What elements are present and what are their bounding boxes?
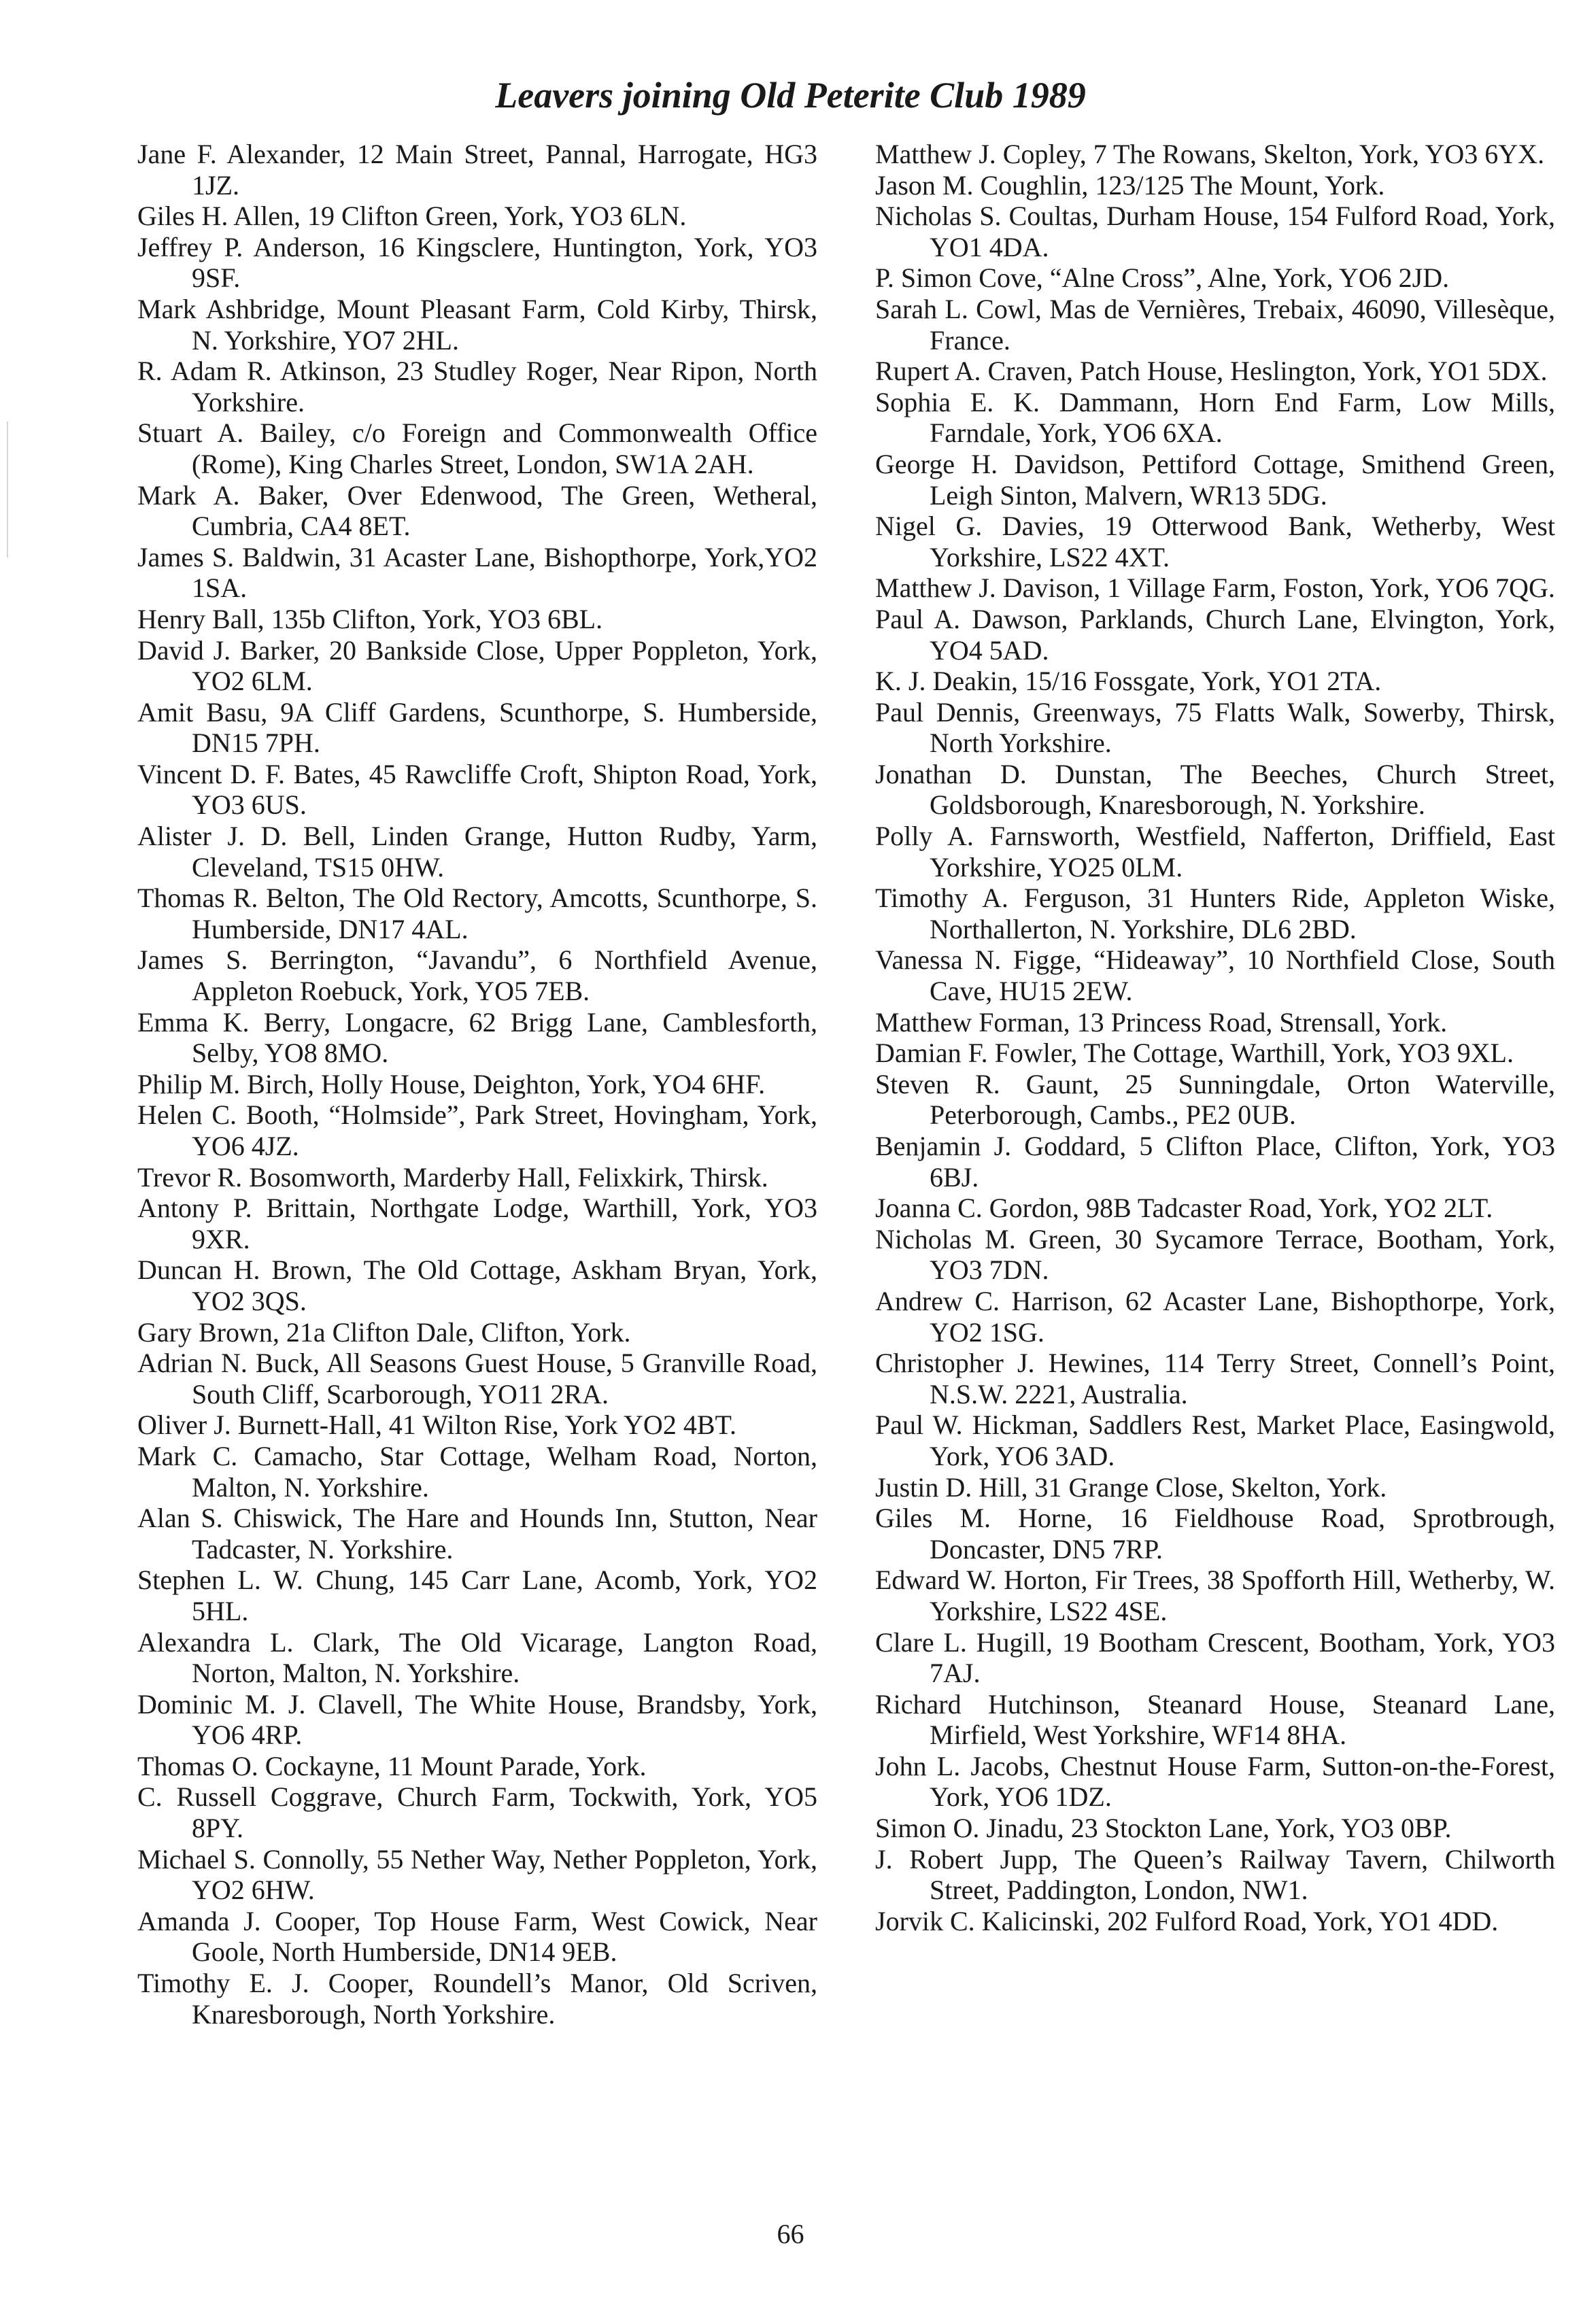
address-entry: Vincent D. F. Bates, 45 Rawcliffe Croft, Shipton Road, York, YO3 6US. [137,758,817,821]
address-entry: J. Robert Jupp, The Queen’s Railway Tavern, Chilworth Street, Paddington, London, NW1. [875,1843,1555,1906]
address-entry: Nigel G. Davies, 19 Otterwood Bank, Wetherby, West Yorkshire, LS22 4XT. [875,511,1555,573]
address-entry: Gary Brown, 21a Clifton Dale, Clifton, York. [137,1316,631,1348]
address-entry: Mark C. Camacho, Star Cottage, Welham Road, Norton, Malton, N. Yorkshire. [137,1440,817,1503]
address-entry: Clare L. Hugill, 19 Bootham Crescent, Bootham, York, YO3 7AJ. [875,1626,1555,1689]
right-column-list [875,139,1555,1936]
address-entry: Thomas R. Belton, The Old Rectory, Amcotts, Scunthorpe, S. Humberside, DN17 4AL. [137,883,817,944]
address-entry: Antony P. Brittain, Northgate Lodge, Warthill, York, YO3 9XR. [137,1193,817,1254]
address-entry: Paul A. Dawson, Parklands, Church Lane, Elvington, York, YO4 5AD. [875,603,1555,666]
address-entry: Stephen L. W. Chung, 145 Carr Lane, Acomb, York, YO2 5HL. [137,1565,817,1626]
address-entry: Matthew J. Davison, 1 Village Farm, Foston, York, YO6 7QG. [875,573,1555,604]
address-entry: Simon O. Jinadu, 23 Stockton Lane, York, YO3 0BP. [875,1813,1452,1844]
address-entry: Paul W. Hickman, Saddlers Rest, Market Place, Easingwold, York, YO6 3AD. [875,1409,1555,1471]
address-entry: Mark Ashbridge, Mount Pleasant Farm, Cold Kirby, Thirsk, N. Yorkshire, YO7 2HL. [137,293,817,356]
address-entry: Edward W. Horton, Fir Trees, 38 Spofforth Hill, Wetherby, W. Yorkshire, LS22 4SE. [875,1565,1555,1626]
address-entry: Jorvik C. Kalicinski, 202 Fulford Road, York, YO1 4DD. [875,1905,1499,1936]
address-entry: Adrian N. Buck, All Seasons Guest House, 5 Granville Road, South Cliff, Scarborough, YO11 2RA. [137,1348,817,1409]
address-entry: James S. Berrington, “Javandu”, 6 Northfield Avenue, Appleton Roebuck, York, YO5 7EB. [137,944,817,1007]
address-entry: Henry Ball, 135b Clifton, York, YO3 6BL. [137,603,603,634]
address-entry: Alexandra L. Clark, The Old Vicarage, Langton Road, Norton, Malton, N. Yorkshire. [137,1626,817,1689]
address-entry: Mark A. Baker, Over Edenwood, The Green, Wetheral, Cumbria, CA4 8ET. [137,479,817,542]
address-entry: Helen C. Booth, “Holmside”, Park Street, Hovingham, York, YO6 4JZ. [137,1099,817,1161]
address-entry: Matthew Forman, 13 Princess Road, Strensall, York. [875,1006,1448,1038]
address-entry: Polly A. Farnsworth, Westfield, Nafferton, Driffield, East Yorkshire, YO25 0LM. [875,821,1555,883]
address-entry: Joanna C. Gordon, 98B Tadcaster Road, York, YO2 2LT. [875,1193,1493,1224]
address-entry: Jeffrey P. Anderson, 16 Kingsclere, Huntington, York, YO3 9SF. [137,231,817,294]
address-entry: Richard Hutchinson, Steanard House, Steanard Lane, Mirfield, West Yorkshire, WF14 8HA. [875,1688,1555,1751]
address-entry: David J. Barker, 20 Bankside Close, Upper Poppleton, York, YO2 6LM. [137,634,817,697]
address-entry: John L. Jacobs, Chestnut House Farm, Sutton-on-the-Forest, York, YO6 1DZ. [875,1750,1555,1813]
margin-scan-line [7,422,8,558]
address-entry: Alan S. Chiswick, The Hare and Hounds Inn, Stutton, Near Tadcaster, N. Yorkshire. [137,1503,817,1565]
address-entry: Stuart A. Bailey, c/o Foreign and Commonwealth Office (Rome), King Charles Street, London, SW1A 2AH. [137,417,817,479]
address-entry: Rupert A. Craven, Patch House, Heslington, York, YO1 5DX. [875,356,1548,387]
address-entry: Jason M. Coughlin, 123/125 The Mount, York. [875,169,1385,201]
address-entry: Sarah L. Cowl, Mas de Vernières, Trebaix, 46090, Villesèque, France. [875,293,1555,356]
address-entry: Steven R. Gaunt, 25 Sunningdale, Orton Waterville, Peterborough, Cambs., PE2 0UB. [875,1068,1555,1131]
address-entry: Oliver J. Burnett-Hall, 41 Wilton Rise, York YO2 4BT. [137,1409,736,1441]
address-entry: R. Adam R. Atkinson, 23 Studley Roger, Near Ripon, North Yorkshire. [137,356,817,417]
address-entry: Paul Dennis, Greenways, 75 Flatts Walk, Sowerby, Thirsk, North Yorkshire. [875,696,1555,759]
address-entry: Vanessa N. Figge, “Hideaway”, 10 Northfield Close, South Cave, HU15 2EW. [875,944,1555,1007]
address-entry: Damian F. Fowler, The Cottage, Warthill, York, YO3 9XL. [875,1038,1514,1069]
address-entry: Dominic M. J. Clavell, The White House, Brandsby, York, YO6 4RP. [137,1688,817,1751]
address-entry: Nicholas M. Green, 30 Sycamore Terrace, Bootham, York, YO3 7DN. [875,1223,1555,1286]
address-entry: Christopher J. Hewines, 114 Terry Street, Connell’s Point, N.S.W. 2221, Australia. [875,1348,1555,1409]
address-entry: Duncan H. Brown, The Old Cottage, Askham Bryan, York, YO2 3QS. [137,1254,817,1316]
address-entry: Philip M. Birch, Holly House, Deighton, York, YO4 6HF. [137,1068,766,1099]
address-entry: Benjamin J. Goddard, 5 Clifton Place, Clifton, York, YO3 6BJ. [875,1131,1555,1193]
address-entry: Sophia E. K. Dammann, Horn End Farm, Low Mills, Farndale, York, YO6 6XA. [875,386,1555,449]
address-entry: Justin D. Hill, 31 Grange Close, Skelton, York. [875,1471,1387,1503]
address-entry: James S. Baldwin, 31 Acaster Lane, Bishopthorpe, York,YO2 1SA. [137,541,817,604]
address-entry: Emma K. Berry, Longacre, 62 Brigg Lane, Camblesforth, Selby, YO8 8MO. [137,1006,817,1069]
address-entry: Giles M. Horne, 16 Fieldhouse Road, Sprotbrough, Doncaster, DN5 7RP. [875,1503,1555,1565]
left-column-list [137,139,817,2030]
address-entry: Amit Basu, 9A Cliff Gardens, Scunthorpe, S. Humberside, DN15 7PH. [137,696,817,759]
address-entry: Nicholas S. Coultas, Durham House, 154 Fulford Road, York, YO1 4DA. [875,201,1555,262]
address-entry: Andrew C. Harrison, 62 Acaster Lane, Bishopthorpe, York, YO2 1SG. [875,1285,1555,1348]
address-entry: George H. Davidson, Pettiford Cottage, Smithend Green, Leigh Sinton, Malvern, WR13 5DG. [875,448,1555,511]
address-entry: Giles H. Allen, 19 Clifton Green, York, YO3 6LN. [137,201,687,232]
address-entry: P. Simon Cove, “Alne Cross”, Alne, York, YO6 2JD. [875,262,1450,294]
address-entry: Thomas O. Cockayne, 11 Mount Parade, York. [137,1750,647,1781]
address-entry: Jane F. Alexander, 12 Main Street, Pannal, Harrogate, HG3 1JZ. [137,139,817,201]
page-number: 66 [777,2219,804,2249]
address-entry: Alister J. D. Bell, Linden Grange, Hutton Rudby, Yarm, Cleveland, TS15 0HW. [137,821,817,883]
address-entry: Amanda J. Cooper, Top House Farm, West Cowick, Near Goole, North Humberside, DN14 9EB. [137,1905,817,1968]
address-entry: Trevor R. Bosomworth, Marderby Hall, Felixkirk, Thirsk. [137,1161,768,1193]
address-entry: Timothy A. Ferguson, 31 Hunters Ride, Appleton Wiske, Northallerton, N. Yorkshire, DL6 2BD. [875,883,1555,944]
address-entry: Michael S. Connolly, 55 Nether Way, Nether Poppleton, York, YO2 6HW. [137,1843,817,1906]
address-entry: Matthew J. Copley, 7 The Rowans, Skelton, York, YO3 6YX. [875,139,1545,169]
address-entry: Jonathan D. Dunstan, The Beeches, Church Street, Goldsborough, Knaresborough, N. Yorkshire. [875,758,1555,821]
address-entry: K. J. Deakin, 15/16 Fossgate, York, YO1 2TA. [875,666,1382,697]
address-entry: C. Russell Coggrave, Church Farm, Tockwith, York, YO5 8PY. [137,1781,817,1844]
page-title: Leavers joining Old Peterite Club 1989 [495,75,1086,116]
address-entry: Timothy E. J. Cooper, Roundell’s Manor, Old Scriven, Knaresborough, North Yorkshire. [137,1968,817,2030]
